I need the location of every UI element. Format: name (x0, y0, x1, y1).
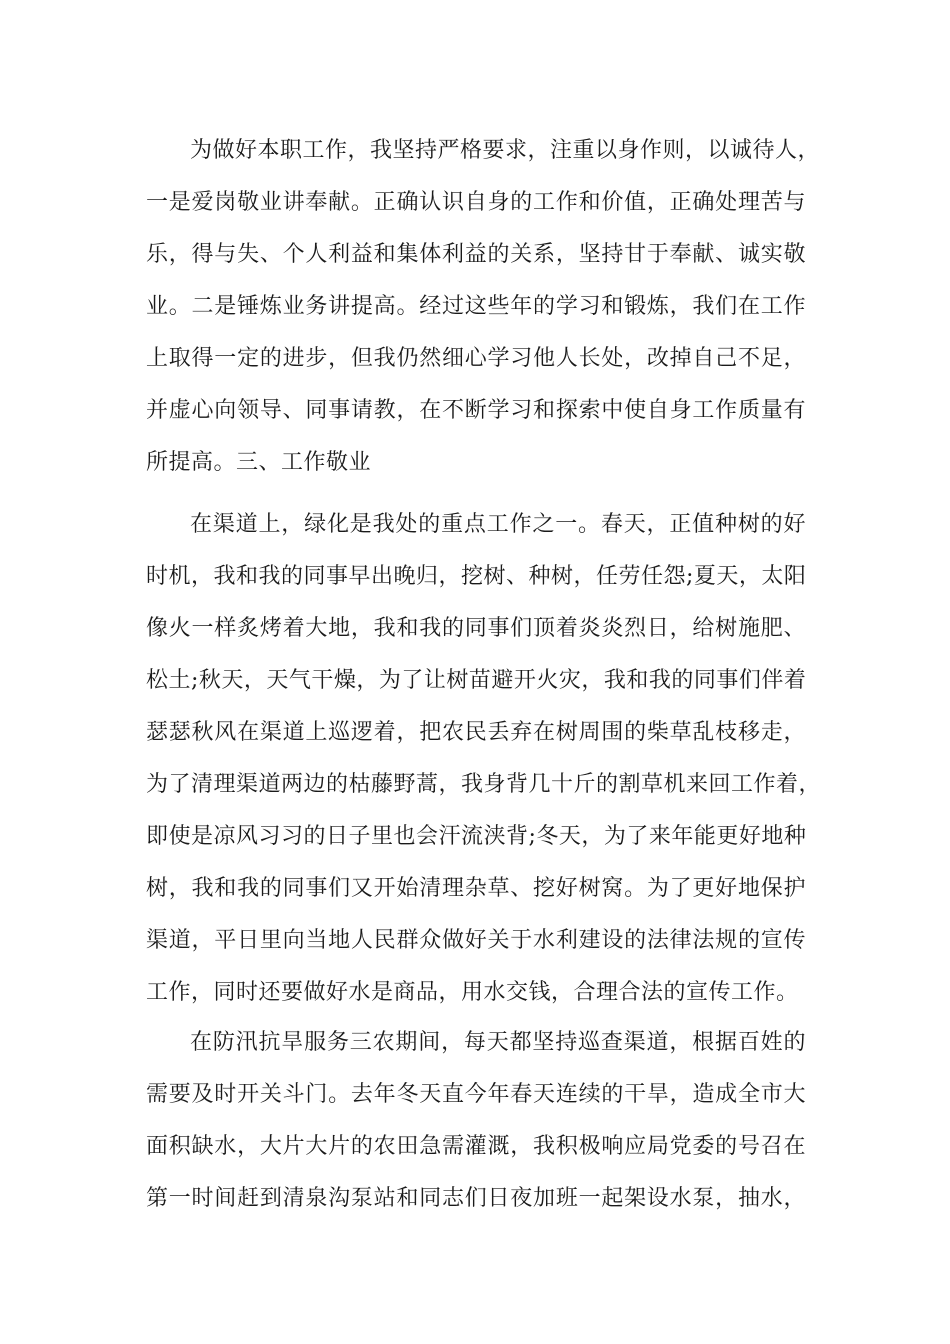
paragraph-1 (146, 125, 821, 489)
text-line: 在渠道上，绿化是我处的重点工作之一。春天，正值种树的好 (190, 512, 806, 537)
text-line: 时机，我和我的同事早出晚归，挖树、种树，任劳任怨;夏天，太阳 (146, 564, 807, 589)
text-line: 即使是凉风习习的日子里也会汗流浃背;冬天，为了来年能更好地种 (146, 824, 807, 849)
text-line: 所提高。三、工作敬业 (146, 450, 372, 475)
text-line: 一是爱岗敬业讲奉献。正确认识自身的工作和价值，正确处理苦与 (146, 190, 806, 215)
text-line: 工作，同时还要做好水是商品，用水交钱，合理合法的宣传工作。 (146, 980, 799, 1005)
text-line: 乐，得与失、个人利益和集体利益的关系，坚持甘于奉献、诚实敬 (146, 242, 806, 267)
text-line: 需要及时开关斗门。去年冬天直今年春天连续的干旱，造成全市大 (146, 1082, 806, 1107)
text-line: 为了清理渠道两边的枯藤野蒿，我身背几十斤的割草机来回工作着， (146, 772, 822, 797)
paragraph-2 (146, 499, 822, 1019)
text-line: 为做好本职工作，我坚持严格要求，注重以身作则，以诚待人， (190, 138, 821, 163)
text-line: 面积缺水，大片大片的农田急需灌溉，我积极响应局党委的号召在 (146, 1134, 806, 1159)
text-line: 并虚心向领导、同事请教，在不断学习和探索中使自身工作质量有 (146, 398, 806, 423)
paragraph-3 (146, 1017, 806, 1225)
text-line: 第一时间赶到清泉沟泵站和同志们日夜加班一起架设水泵，抽水， (146, 1186, 806, 1211)
text-line: 渠道，平日里向当地人民群众做好关于水利建设的法律法规的宣传 (146, 928, 806, 953)
text-line: 树，我和我的同事们又开始清理杂草、挖好树窝。为了更好地保护 (146, 876, 806, 901)
text-line: 业。二是锤炼业务讲提高。经过这些年的学习和锻炼，我们在工作 (146, 294, 806, 319)
text-line: 像火一样炙烤着大地，我和我的同事们顶着炎炎烈日，给树施肥、 (146, 616, 806, 641)
text-line: 松土;秋天，天气干燥，为了让树苗避开火灾，我和我的同事们伴着 (146, 668, 807, 693)
text-line: 在防汛抗旱服务三农期间，每天都坚持巡查渠道，根据百姓的 (190, 1030, 806, 1055)
text-line: 上取得一定的进步，但我仍然细心学习他人长处，改掉自己不足， (146, 346, 806, 371)
text-line: 瑟瑟秋风在渠道上巡逻着，把农民丢弃在树周围的柴草乱枝移走， (146, 720, 806, 745)
